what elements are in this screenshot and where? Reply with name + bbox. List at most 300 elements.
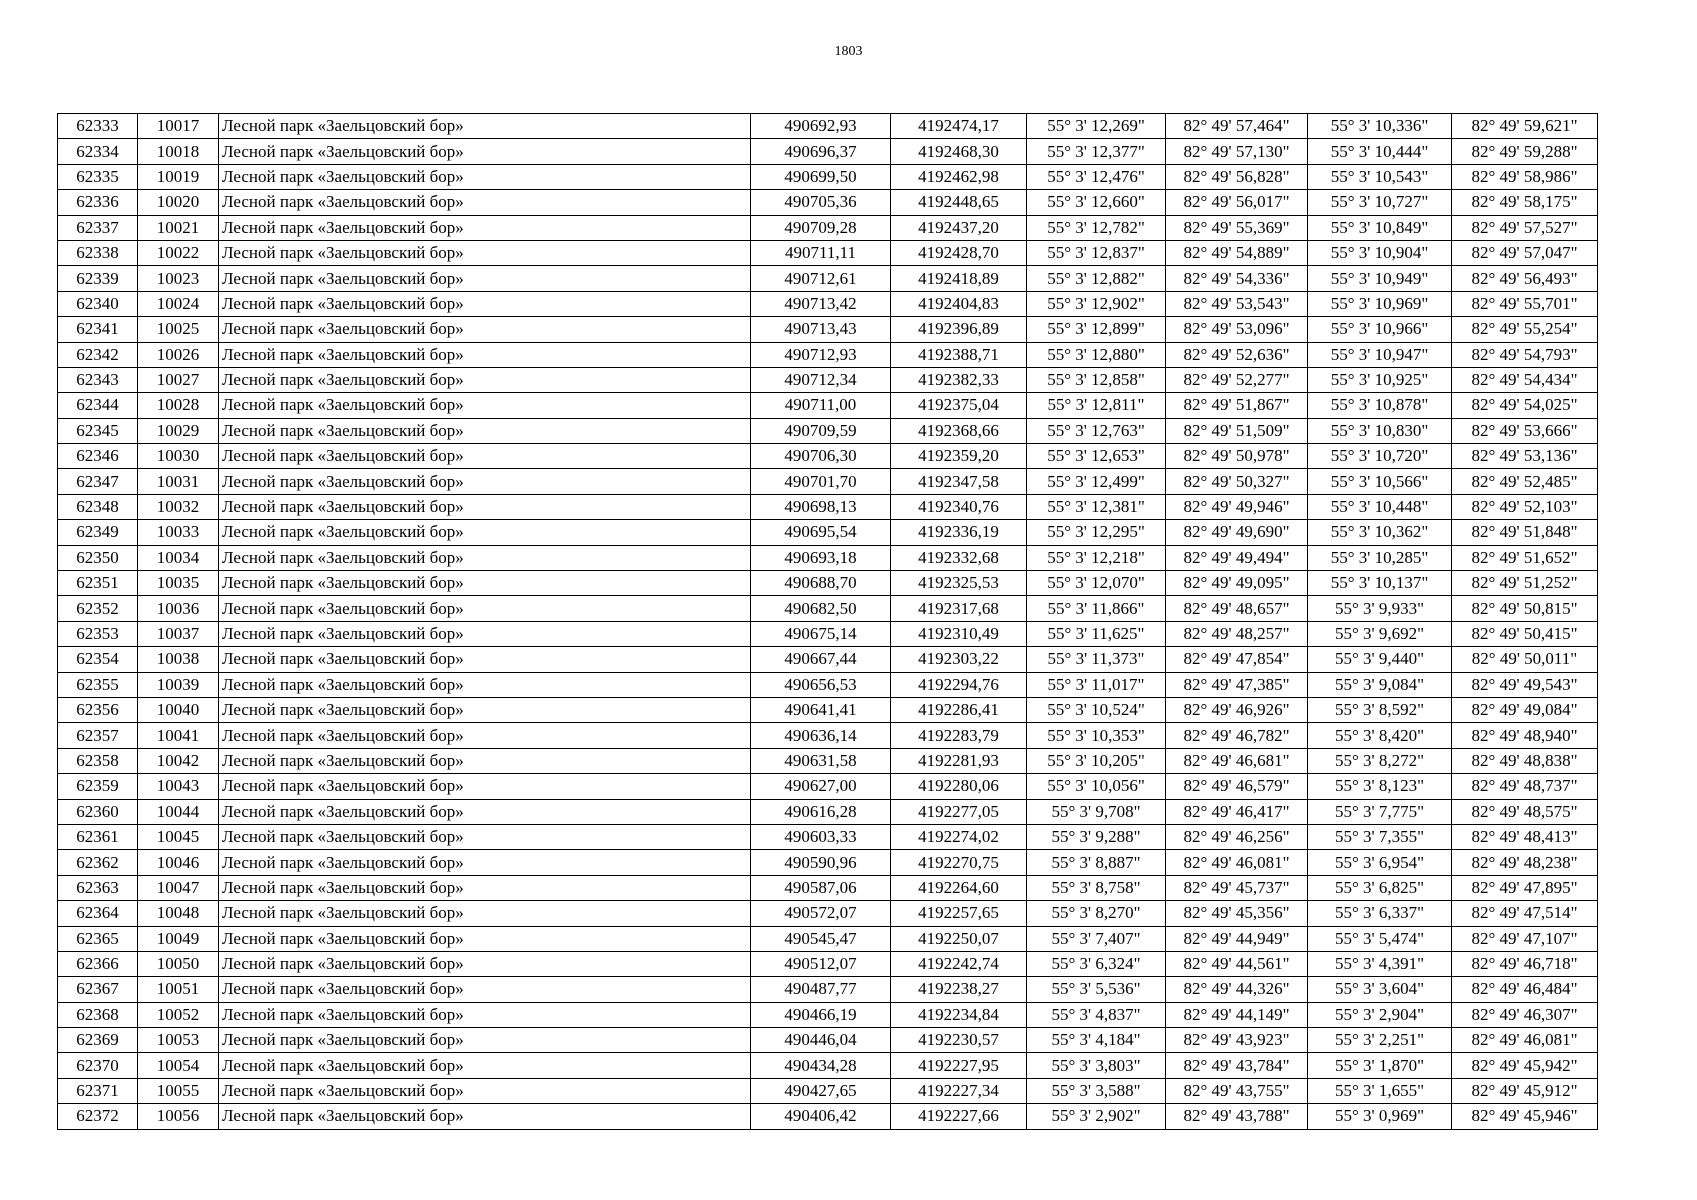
cell-point-number: 10044 xyxy=(138,799,219,824)
cell-point-number: 10051 xyxy=(138,977,219,1002)
table-row xyxy=(58,926,1598,951)
cell-row-number: 62363 xyxy=(58,875,138,900)
cell-longitude-2: 82° 49' 50,815" xyxy=(1452,596,1598,621)
cell-longitude-2: 82° 49' 48,238" xyxy=(1452,850,1598,875)
cell-point-number: 10055 xyxy=(138,1078,219,1103)
cell-point-number: 10040 xyxy=(138,697,219,722)
cell-latitude-1: 55° 3' 12,837" xyxy=(1027,240,1166,265)
cell-x-coordinate: 490667,44 xyxy=(751,647,891,672)
cell-longitude-1: 82° 49' 48,257" xyxy=(1166,621,1308,646)
cell-point-number: 10032 xyxy=(138,494,219,519)
cell-x-coordinate: 490712,61 xyxy=(751,266,891,291)
cell-point-number: 10024 xyxy=(138,291,219,316)
cell-latitude-2: 55° 3' 6,825" xyxy=(1308,875,1452,900)
cell-latitude-1: 55° 3' 12,782" xyxy=(1027,215,1166,240)
cell-point-number: 10054 xyxy=(138,1053,219,1078)
cell-object-name: Лесной парк «Заельцовский бор» xyxy=(219,240,751,265)
cell-object-name: Лесной парк «Заельцовский бор» xyxy=(219,850,751,875)
cell-longitude-2: 82° 49' 55,701" xyxy=(1452,291,1598,316)
cell-longitude-1: 82° 49' 56,017" xyxy=(1166,190,1308,215)
cell-object-name: Лесной парк «Заельцовский бор» xyxy=(219,418,751,443)
cell-x-coordinate: 490656,53 xyxy=(751,672,891,697)
cell-latitude-2: 55° 3' 9,692" xyxy=(1308,621,1452,646)
cell-longitude-1: 82° 49' 49,690" xyxy=(1166,520,1308,545)
cell-row-number: 62348 xyxy=(58,494,138,519)
cell-x-coordinate: 490712,34 xyxy=(751,367,891,392)
cell-latitude-1: 55° 3' 3,803" xyxy=(1027,1053,1166,1078)
cell-point-number: 10021 xyxy=(138,215,219,240)
table-row xyxy=(58,875,1598,900)
cell-longitude-1: 82° 49' 43,784" xyxy=(1166,1053,1308,1078)
cell-latitude-1: 55° 3' 11,866" xyxy=(1027,596,1166,621)
cell-latitude-2: 55° 3' 4,391" xyxy=(1308,951,1452,976)
cell-longitude-2: 82° 49' 48,737" xyxy=(1452,774,1598,799)
cell-object-name: Лесной парк «Заельцовский бор» xyxy=(219,824,751,849)
cell-point-number: 10025 xyxy=(138,317,219,342)
cell-longitude-1: 82° 49' 47,385" xyxy=(1166,672,1308,697)
cell-x-coordinate: 490427,65 xyxy=(751,1078,891,1103)
cell-latitude-1: 55° 3' 8,758" xyxy=(1027,875,1166,900)
cell-y-coordinate: 4192428,70 xyxy=(891,240,1027,265)
cell-object-name: Лесной парк «Заельцовский бор» xyxy=(219,139,751,164)
cell-latitude-2: 55° 3' 10,362" xyxy=(1308,520,1452,545)
cell-longitude-1: 82° 49' 44,949" xyxy=(1166,926,1308,951)
cell-longitude-2: 82° 49' 52,485" xyxy=(1452,469,1598,494)
table-row xyxy=(58,571,1598,596)
cell-latitude-1: 55° 3' 12,381" xyxy=(1027,494,1166,519)
cell-longitude-1: 82° 49' 46,579" xyxy=(1166,774,1308,799)
cell-x-coordinate: 490675,14 xyxy=(751,621,891,646)
cell-object-name: Лесной парк «Заельцовский бор» xyxy=(219,875,751,900)
cell-y-coordinate: 4192238,27 xyxy=(891,977,1027,1002)
cell-x-coordinate: 490641,41 xyxy=(751,697,891,722)
cell-x-coordinate: 490711,00 xyxy=(751,393,891,418)
cell-row-number: 62344 xyxy=(58,393,138,418)
cell-latitude-1: 55° 3' 10,524" xyxy=(1027,697,1166,722)
cell-y-coordinate: 4192448,65 xyxy=(891,190,1027,215)
cell-y-coordinate: 4192283,79 xyxy=(891,723,1027,748)
cell-y-coordinate: 4192437,20 xyxy=(891,215,1027,240)
cell-row-number: 62356 xyxy=(58,697,138,722)
cell-object-name: Лесной парк «Заельцовский бор» xyxy=(219,1053,751,1078)
cell-latitude-1: 55° 3' 12,499" xyxy=(1027,469,1166,494)
table-row xyxy=(58,342,1598,367)
table-row xyxy=(58,596,1598,621)
cell-x-coordinate: 490713,42 xyxy=(751,291,891,316)
cell-latitude-1: 55° 3' 12,295" xyxy=(1027,520,1166,545)
cell-object-name: Лесной парк «Заельцовский бор» xyxy=(219,621,751,646)
cell-row-number: 62365 xyxy=(58,926,138,951)
cell-y-coordinate: 4192388,71 xyxy=(891,342,1027,367)
cell-latitude-2: 55° 3' 1,655" xyxy=(1308,1078,1452,1103)
table-row xyxy=(58,393,1598,418)
cell-latitude-1: 55° 3' 2,902" xyxy=(1027,1104,1166,1129)
table-row xyxy=(58,977,1598,1002)
table-row xyxy=(58,444,1598,469)
cell-y-coordinate: 4192368,66 xyxy=(891,418,1027,443)
cell-row-number: 62364 xyxy=(58,901,138,926)
cell-latitude-1: 55° 3' 10,205" xyxy=(1027,748,1166,773)
cell-longitude-2: 82° 49' 48,838" xyxy=(1452,748,1598,773)
cell-row-number: 62338 xyxy=(58,240,138,265)
cell-latitude-2: 55° 3' 0,969" xyxy=(1308,1104,1452,1129)
cell-latitude-2: 55° 3' 10,336" xyxy=(1308,114,1452,139)
cell-y-coordinate: 4192468,30 xyxy=(891,139,1027,164)
cell-y-coordinate: 4192281,93 xyxy=(891,748,1027,773)
cell-latitude-2: 55° 3' 10,543" xyxy=(1308,164,1452,189)
cell-y-coordinate: 4192277,05 xyxy=(891,799,1027,824)
cell-latitude-1: 55° 3' 12,880" xyxy=(1027,342,1166,367)
cell-latitude-1: 55° 3' 3,588" xyxy=(1027,1078,1166,1103)
page-number: 1803 xyxy=(834,44,863,59)
cell-longitude-2: 82° 49' 54,025" xyxy=(1452,393,1598,418)
cell-latitude-2: 55° 3' 10,949" xyxy=(1308,266,1452,291)
cell-point-number: 10038 xyxy=(138,647,219,672)
cell-row-number: 62349 xyxy=(58,520,138,545)
cell-latitude-2: 55° 3' 2,904" xyxy=(1308,1002,1452,1027)
cell-longitude-2: 82° 49' 45,946" xyxy=(1452,1104,1598,1129)
cell-x-coordinate: 490698,13 xyxy=(751,494,891,519)
cell-object-name: Лесной парк «Заельцовский бор» xyxy=(219,697,751,722)
cell-y-coordinate: 4192325,53 xyxy=(891,571,1027,596)
cell-longitude-1: 82° 49' 43,923" xyxy=(1166,1028,1308,1053)
table-row xyxy=(58,418,1598,443)
table-row xyxy=(58,799,1598,824)
cell-point-number: 10019 xyxy=(138,164,219,189)
cell-latitude-2: 55° 3' 3,604" xyxy=(1308,977,1452,1002)
table-row xyxy=(58,469,1598,494)
cell-x-coordinate: 490682,50 xyxy=(751,596,891,621)
cell-object-name: Лесной парк «Заельцовский бор» xyxy=(219,1078,751,1103)
table-row xyxy=(58,1104,1598,1129)
cell-longitude-2: 82° 49' 54,793" xyxy=(1452,342,1598,367)
cell-latitude-2: 55° 3' 10,727" xyxy=(1308,190,1452,215)
cell-x-coordinate: 490711,11 xyxy=(751,240,891,265)
cell-point-number: 10022 xyxy=(138,240,219,265)
table-row xyxy=(58,190,1598,215)
cell-x-coordinate: 490631,58 xyxy=(751,748,891,773)
table-row xyxy=(58,774,1598,799)
cell-longitude-1: 82° 49' 55,369" xyxy=(1166,215,1308,240)
cell-object-name: Лесной парк «Заельцовский бор» xyxy=(219,291,751,316)
cell-row-number: 62341 xyxy=(58,317,138,342)
cell-x-coordinate: 490545,47 xyxy=(751,926,891,951)
cell-object-name: Лесной парк «Заельцовский бор» xyxy=(219,444,751,469)
cell-longitude-1: 82° 49' 52,277" xyxy=(1166,367,1308,392)
cell-object-name: Лесной парк «Заельцовский бор» xyxy=(219,317,751,342)
cell-y-coordinate: 4192347,58 xyxy=(891,469,1027,494)
cell-object-name: Лесной парк «Заельцовский бор» xyxy=(219,494,751,519)
cell-x-coordinate: 490709,59 xyxy=(751,418,891,443)
table-row xyxy=(58,266,1598,291)
cell-point-number: 10036 xyxy=(138,596,219,621)
cell-object-name: Лесной парк «Заельцовский бор» xyxy=(219,266,751,291)
cell-point-number: 10048 xyxy=(138,901,219,926)
table-row xyxy=(58,621,1598,646)
cell-y-coordinate: 4192274,02 xyxy=(891,824,1027,849)
cell-x-coordinate: 490572,07 xyxy=(751,901,891,926)
cell-latitude-1: 55° 3' 12,811" xyxy=(1027,393,1166,418)
cell-latitude-1: 55° 3' 12,899" xyxy=(1027,317,1166,342)
cell-longitude-2: 82° 49' 57,527" xyxy=(1452,215,1598,240)
cell-row-number: 62372 xyxy=(58,1104,138,1129)
cell-row-number: 62351 xyxy=(58,571,138,596)
cell-x-coordinate: 490692,93 xyxy=(751,114,891,139)
cell-point-number: 10028 xyxy=(138,393,219,418)
cell-latitude-1: 55° 3' 8,887" xyxy=(1027,850,1166,875)
cell-latitude-2: 55° 3' 10,566" xyxy=(1308,469,1452,494)
cell-point-number: 10020 xyxy=(138,190,219,215)
cell-object-name: Лесной парк «Заельцовский бор» xyxy=(219,571,751,596)
cell-longitude-1: 82° 49' 51,867" xyxy=(1166,393,1308,418)
cell-x-coordinate: 490688,70 xyxy=(751,571,891,596)
cell-object-name: Лесной парк «Заельцовский бор» xyxy=(219,901,751,926)
cell-point-number: 10027 xyxy=(138,367,219,392)
cell-object-name: Лесной парк «Заельцовский бор» xyxy=(219,164,751,189)
cell-longitude-2: 82° 49' 58,986" xyxy=(1452,164,1598,189)
cell-y-coordinate: 4192230,57 xyxy=(891,1028,1027,1053)
cell-latitude-2: 55° 3' 7,775" xyxy=(1308,799,1452,824)
cell-object-name: Лесной парк «Заельцовский бор» xyxy=(219,723,751,748)
cell-longitude-1: 82° 49' 57,464" xyxy=(1166,114,1308,139)
cell-longitude-2: 82° 49' 49,543" xyxy=(1452,672,1598,697)
cell-latitude-1: 55° 3' 11,625" xyxy=(1027,621,1166,646)
cell-longitude-2: 82° 49' 50,011" xyxy=(1452,647,1598,672)
cell-object-name: Лесной парк «Заельцовский бор» xyxy=(219,545,751,570)
cell-latitude-1: 55° 3' 9,288" xyxy=(1027,824,1166,849)
cell-longitude-2: 82° 49' 45,942" xyxy=(1452,1053,1598,1078)
cell-row-number: 62336 xyxy=(58,190,138,215)
cell-x-coordinate: 490627,00 xyxy=(751,774,891,799)
cell-object-name: Лесной парк «Заельцовский бор» xyxy=(219,647,751,672)
cell-latitude-2: 55° 3' 9,440" xyxy=(1308,647,1452,672)
cell-object-name: Лесной парк «Заельцовский бор» xyxy=(219,393,751,418)
table-row xyxy=(58,723,1598,748)
cell-longitude-1: 82° 49' 53,096" xyxy=(1166,317,1308,342)
cell-object-name: Лесной парк «Заельцовский бор» xyxy=(219,951,751,976)
cell-latitude-1: 55° 3' 8,270" xyxy=(1027,901,1166,926)
cell-latitude-1: 55° 3' 7,407" xyxy=(1027,926,1166,951)
cell-latitude-2: 55° 3' 10,830" xyxy=(1308,418,1452,443)
cell-row-number: 62360 xyxy=(58,799,138,824)
cell-x-coordinate: 490713,43 xyxy=(751,317,891,342)
cell-latitude-2: 55° 3' 10,947" xyxy=(1308,342,1452,367)
cell-row-number: 62371 xyxy=(58,1078,138,1103)
cell-longitude-1: 82° 49' 44,326" xyxy=(1166,977,1308,1002)
cell-latitude-2: 55° 3' 8,592" xyxy=(1308,697,1452,722)
cell-x-coordinate: 490406,42 xyxy=(751,1104,891,1129)
cell-longitude-1: 82° 49' 46,782" xyxy=(1166,723,1308,748)
cell-longitude-1: 82° 49' 53,543" xyxy=(1166,291,1308,316)
table-row xyxy=(58,164,1598,189)
table-row xyxy=(58,317,1598,342)
cell-row-number: 62368 xyxy=(58,1002,138,1027)
table-row xyxy=(58,545,1598,570)
cell-longitude-2: 82° 49' 56,493" xyxy=(1452,266,1598,291)
cell-x-coordinate: 490587,06 xyxy=(751,875,891,900)
cell-longitude-1: 82° 49' 45,737" xyxy=(1166,875,1308,900)
cell-latitude-1: 55° 3' 12,653" xyxy=(1027,444,1166,469)
table-row xyxy=(58,1053,1598,1078)
cell-y-coordinate: 4192286,41 xyxy=(891,697,1027,722)
cell-latitude-1: 55° 3' 12,660" xyxy=(1027,190,1166,215)
table-row xyxy=(58,291,1598,316)
cell-longitude-2: 82° 49' 59,621" xyxy=(1452,114,1598,139)
cell-latitude-1: 55° 3' 6,324" xyxy=(1027,951,1166,976)
cell-x-coordinate: 490636,14 xyxy=(751,723,891,748)
cell-latitude-1: 55° 3' 12,902" xyxy=(1027,291,1166,316)
cell-longitude-1: 82° 49' 46,926" xyxy=(1166,697,1308,722)
table-row xyxy=(58,1002,1598,1027)
cell-object-name: Лесной парк «Заельцовский бор» xyxy=(219,672,751,697)
cell-latitude-2: 55° 3' 5,474" xyxy=(1308,926,1452,951)
cell-longitude-2: 82° 49' 53,666" xyxy=(1452,418,1598,443)
cell-longitude-1: 82° 49' 44,561" xyxy=(1166,951,1308,976)
cell-longitude-2: 82° 49' 49,084" xyxy=(1452,697,1598,722)
cell-x-coordinate: 490712,93 xyxy=(751,342,891,367)
cell-latitude-2: 55° 3' 10,904" xyxy=(1308,240,1452,265)
cell-x-coordinate: 490709,28 xyxy=(751,215,891,240)
cell-row-number: 62361 xyxy=(58,824,138,849)
cell-object-name: Лесной парк «Заельцовский бор» xyxy=(219,215,751,240)
cell-longitude-1: 82° 49' 52,636" xyxy=(1166,342,1308,367)
cell-row-number: 62342 xyxy=(58,342,138,367)
cell-row-number: 62353 xyxy=(58,621,138,646)
cell-row-number: 62354 xyxy=(58,647,138,672)
cell-row-number: 62334 xyxy=(58,139,138,164)
cell-longitude-2: 82° 49' 47,514" xyxy=(1452,901,1598,926)
table-row xyxy=(58,367,1598,392)
table-row xyxy=(58,647,1598,672)
cell-longitude-1: 82° 49' 46,417" xyxy=(1166,799,1308,824)
cell-point-number: 10052 xyxy=(138,1002,219,1027)
table-row xyxy=(58,139,1598,164)
cell-object-name: Лесной парк «Заельцовский бор» xyxy=(219,190,751,215)
cell-row-number: 62345 xyxy=(58,418,138,443)
cell-longitude-1: 82° 49' 49,494" xyxy=(1166,545,1308,570)
cell-latitude-2: 55° 3' 10,720" xyxy=(1308,444,1452,469)
cell-longitude-2: 82° 49' 51,848" xyxy=(1452,520,1598,545)
cell-longitude-2: 82° 49' 52,103" xyxy=(1452,494,1598,519)
cell-object-name: Лесной парк «Заельцовский бор» xyxy=(219,520,751,545)
cell-x-coordinate: 490693,18 xyxy=(751,545,891,570)
cell-x-coordinate: 490466,19 xyxy=(751,1002,891,1027)
cell-y-coordinate: 4192317,68 xyxy=(891,596,1027,621)
cell-object-name: Лесной парк «Заельцовский бор» xyxy=(219,114,751,139)
cell-y-coordinate: 4192340,76 xyxy=(891,494,1027,519)
cell-longitude-1: 82° 49' 51,509" xyxy=(1166,418,1308,443)
cell-latitude-2: 55° 3' 10,285" xyxy=(1308,545,1452,570)
cell-y-coordinate: 4192250,07 xyxy=(891,926,1027,951)
cell-object-name: Лесной парк «Заельцовский бор» xyxy=(219,977,751,1002)
cell-row-number: 62352 xyxy=(58,596,138,621)
cell-y-coordinate: 4192264,60 xyxy=(891,875,1027,900)
table-row xyxy=(58,520,1598,545)
cell-latitude-2: 55° 3' 7,355" xyxy=(1308,824,1452,849)
cell-object-name: Лесной парк «Заельцовский бор» xyxy=(219,799,751,824)
cell-row-number: 62366 xyxy=(58,951,138,976)
cell-object-name: Лесной парк «Заельцовский бор» xyxy=(219,1028,751,1053)
cell-latitude-1: 55° 3' 9,708" xyxy=(1027,799,1166,824)
cell-longitude-2: 82° 49' 51,652" xyxy=(1452,545,1598,570)
cell-point-number: 10046 xyxy=(138,850,219,875)
cell-row-number: 62333 xyxy=(58,114,138,139)
cell-x-coordinate: 490706,30 xyxy=(751,444,891,469)
cell-row-number: 62335 xyxy=(58,164,138,189)
cell-longitude-1: 82° 49' 50,327" xyxy=(1166,469,1308,494)
cell-longitude-2: 82° 49' 48,940" xyxy=(1452,723,1598,748)
cell-latitude-2: 55° 3' 9,933" xyxy=(1308,596,1452,621)
cell-y-coordinate: 4192227,95 xyxy=(891,1053,1027,1078)
cell-longitude-1: 82° 49' 54,889" xyxy=(1166,240,1308,265)
cell-longitude-1: 82° 49' 45,356" xyxy=(1166,901,1308,926)
cell-longitude-1: 82° 49' 46,081" xyxy=(1166,850,1308,875)
cell-latitude-2: 55° 3' 8,420" xyxy=(1308,723,1452,748)
cell-longitude-1: 82° 49' 49,095" xyxy=(1166,571,1308,596)
cell-latitude-2: 55° 3' 10,137" xyxy=(1308,571,1452,596)
cell-longitude-1: 82° 49' 46,681" xyxy=(1166,748,1308,773)
cell-x-coordinate: 490603,33 xyxy=(751,824,891,849)
cell-point-number: 10018 xyxy=(138,139,219,164)
cell-y-coordinate: 4192294,76 xyxy=(891,672,1027,697)
cell-object-name: Лесной парк «Заельцовский бор» xyxy=(219,469,751,494)
cell-longitude-2: 82° 49' 47,107" xyxy=(1452,926,1598,951)
cell-latitude-1: 55° 3' 4,837" xyxy=(1027,1002,1166,1027)
cell-row-number: 62357 xyxy=(58,723,138,748)
cell-longitude-1: 82° 49' 54,336" xyxy=(1166,266,1308,291)
cell-row-number: 62346 xyxy=(58,444,138,469)
cell-latitude-2: 55° 3' 1,870" xyxy=(1308,1053,1452,1078)
cell-point-number: 10041 xyxy=(138,723,219,748)
cell-longitude-2: 82° 49' 45,912" xyxy=(1452,1078,1598,1103)
cell-point-number: 10053 xyxy=(138,1028,219,1053)
cell-latitude-1: 55° 3' 12,218" xyxy=(1027,545,1166,570)
table-row xyxy=(58,494,1598,519)
cell-y-coordinate: 4192227,66 xyxy=(891,1104,1027,1129)
cell-latitude-2: 55° 3' 10,966" xyxy=(1308,317,1452,342)
cell-object-name: Лесной парк «Заельцовский бор» xyxy=(219,926,751,951)
cell-point-number: 10017 xyxy=(138,114,219,139)
cell-point-number: 10023 xyxy=(138,266,219,291)
cell-longitude-1: 82° 49' 48,657" xyxy=(1166,596,1308,621)
cell-y-coordinate: 4192227,34 xyxy=(891,1078,1027,1103)
cell-point-number: 10031 xyxy=(138,469,219,494)
cell-point-number: 10029 xyxy=(138,418,219,443)
cell-latitude-2: 55° 3' 10,878" xyxy=(1308,393,1452,418)
cell-object-name: Лесной парк «Заельцовский бор» xyxy=(219,774,751,799)
cell-y-coordinate: 4192310,49 xyxy=(891,621,1027,646)
cell-y-coordinate: 4192242,74 xyxy=(891,951,1027,976)
cell-y-coordinate: 4192375,04 xyxy=(891,393,1027,418)
cell-object-name: Лесной парк «Заельцовский бор» xyxy=(219,342,751,367)
cell-latitude-1: 55° 3' 12,858" xyxy=(1027,367,1166,392)
cell-row-number: 62337 xyxy=(58,215,138,240)
cell-y-coordinate: 4192418,89 xyxy=(891,266,1027,291)
cell-point-number: 10049 xyxy=(138,926,219,951)
cell-longitude-1: 82° 49' 43,788" xyxy=(1166,1104,1308,1129)
cell-row-number: 62340 xyxy=(58,291,138,316)
cell-latitude-2: 55° 3' 6,954" xyxy=(1308,850,1452,875)
cell-longitude-1: 82° 49' 57,130" xyxy=(1166,139,1308,164)
cell-longitude-2: 82° 49' 47,895" xyxy=(1452,875,1598,900)
cell-latitude-2: 55° 3' 8,272" xyxy=(1308,748,1452,773)
cell-latitude-1: 55° 3' 11,373" xyxy=(1027,647,1166,672)
cell-row-number: 62358 xyxy=(58,748,138,773)
cell-y-coordinate: 4192234,84 xyxy=(891,1002,1027,1027)
cell-point-number: 10039 xyxy=(138,672,219,697)
table-row xyxy=(58,114,1598,139)
cell-latitude-1: 55° 3' 12,882" xyxy=(1027,266,1166,291)
